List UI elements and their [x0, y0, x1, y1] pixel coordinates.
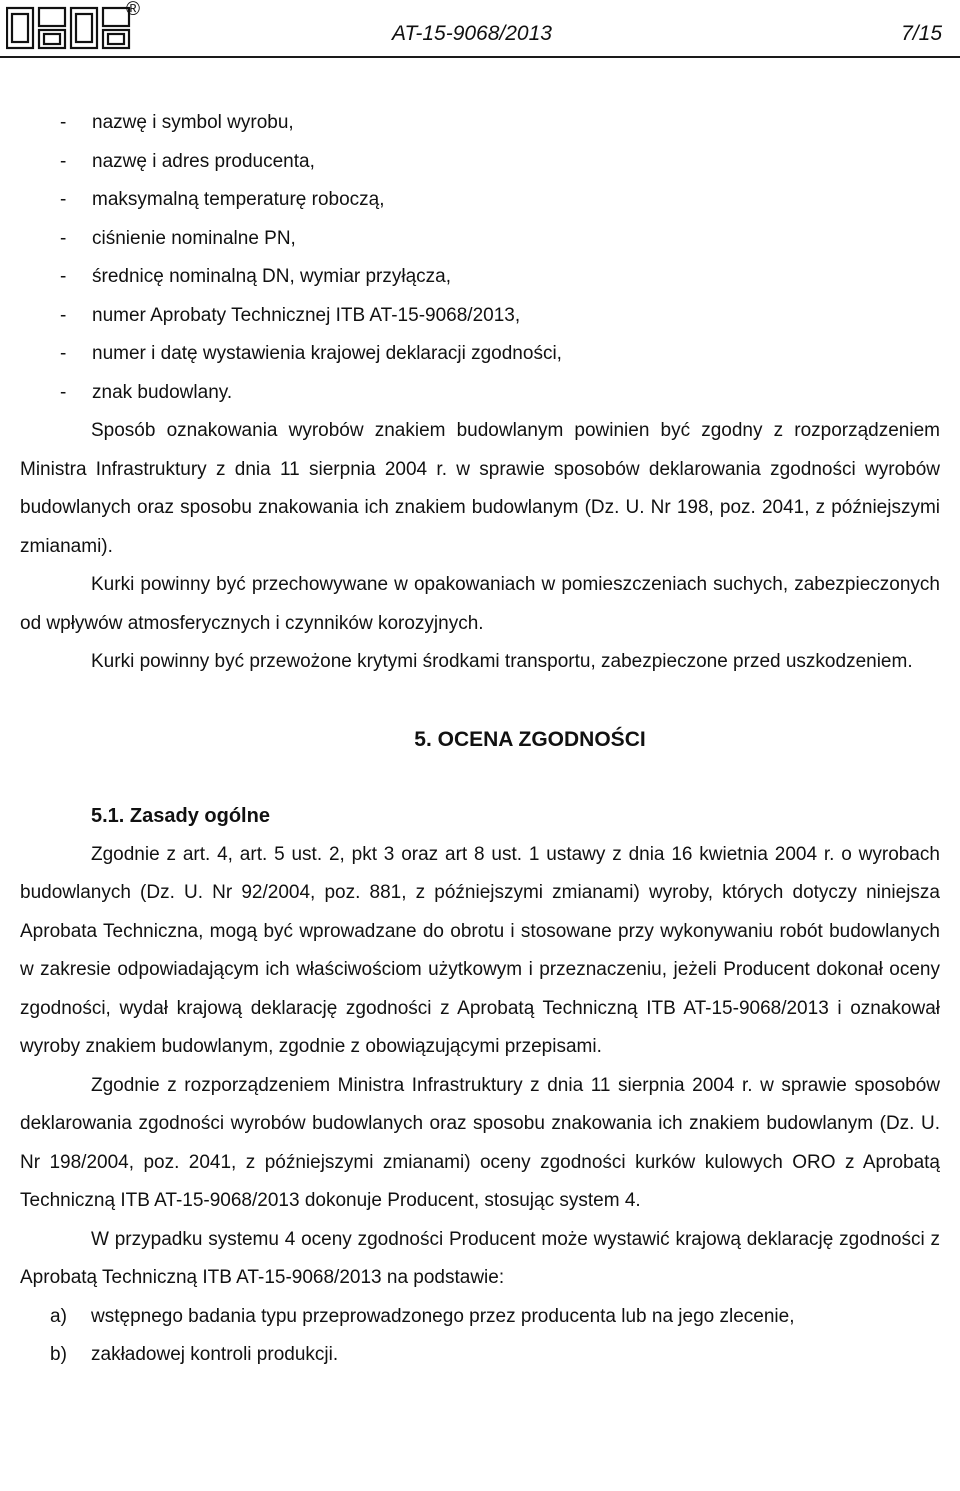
page-content — [20, 104, 940, 1375]
list-item-text: wstępnego badania typu przeprowadzonego przez producenta lub na jego zlecenie, — [91, 1305, 795, 1327]
itb-logo-icon — [6, 6, 134, 50]
list-item-text: zakładowej kontroli produkcji. — [91, 1344, 339, 1365]
general-rules-paragraph: Zgodnie z art. 4, art. 5 ust. 2, pkt 3 oraz art 8 ust. 1 ustawy z dnia 16 kwietnia 2004 r. o wyrobach budowlanych (Dz. U. Nr 92/2004, poz. 881, z późniejszymi zmianami) wyroby, których dotyczy niniejsza Aprobata Techniczna, mogą być wprowadzane do obrotu i stosowane przy wykonywaniu robót budowlanych w zakresie odpowiadającym ich właściwościom użytkowym i przeznaczeniu, jeżeli Producent dokonał oceny zgodności, wydał krajową deklarację zgodności z Aprobatą Techniczną ITB AT-15-9068/2013 i oznakował wyroby znakiem budowlanym, zgodnie z obowiązującymi przepisami. — [20, 843, 940, 1057]
list-item — [20, 181, 940, 220]
list-dash: - — [60, 304, 67, 326]
list-item-text: numer i datę wystawienia krajowej deklaracji zgodności, — [92, 343, 562, 364]
list-item-text: ciśnienie nominalne PN, — [92, 227, 296, 249]
system4-paragraph: W przypadku systemu 4 oceny zgodności Producent może wystawić krajową deklarację zgodności z Aprobatą Techniczną ITB AT-15-9068/2013 na podstawie: — [20, 1228, 940, 1288]
storage-paragraph: Kurki powinny być przechowywane w opakowaniach w pomieszczeniach suchych, zabezpieczonych od wpływów atmosferycznych i czynników korozyjnych. — [20, 574, 940, 634]
list-item — [20, 297, 940, 336]
header-divider — [0, 56, 960, 58]
list-dash: - — [60, 189, 67, 210]
list-item — [20, 335, 940, 374]
list-item-text: numer Aprobaty Technicznej ITB AT-15-9068/2013, — [92, 304, 521, 326]
list-item — [20, 220, 940, 259]
list-item — [20, 374, 940, 413]
list-item-text: znak budowlany. — [92, 381, 233, 403]
transport-paragraph: Kurki powinny być przewożone krytymi środkami transportu, zabezpieczone przed uszkodzeniem. — [91, 651, 913, 672]
document-number: AT-15-9068/2013 — [392, 22, 552, 45]
list-item-text: maksymalną temperaturę roboczą, — [92, 189, 385, 210]
regulation-paragraph: Zgodnie z rozporządzeniem Ministra Infrastruktury z dnia 11 sierpnia 2004 r. w sprawie sposobów deklarowania zgodności wyrobów budowlanych oraz sposobu znakowania ich znakiem budowlanym (Dz. U. Nr 198/2004, poz. 2041, z późniejszymi zmianami) oceny zgodności kurków kulowych ORO z Aprobatą Techniczną ITB AT-15-9068/2013 dokonuje Producent, stosując system 4. — [20, 1074, 940, 1211]
page-header — [0, 0, 960, 62]
list-dash: - — [60, 266, 67, 287]
list-marker: a) — [50, 1305, 67, 1327]
list-dash: - — [60, 150, 67, 172]
list-item-text: nazwę i symbol wyrobu, — [92, 112, 294, 133]
list-dash: - — [60, 112, 67, 133]
subsection-title: 5.1. Zasady ogólne — [91, 805, 270, 827]
list-item-text: średnicę nominalną DN, wymiar przyłącza, — [92, 266, 452, 287]
list-dash: - — [60, 227, 67, 249]
registered-trademark-mark: ® — [126, 0, 140, 20]
list-item — [20, 258, 940, 297]
page-number: 7/15 — [901, 22, 942, 45]
list-item-text: nazwę i adres producenta, — [92, 150, 315, 172]
list-item — [20, 104, 940, 143]
list-marker: b) — [50, 1344, 67, 1365]
basis-list — [20, 1298, 940, 1375]
list-dash: - — [60, 381, 67, 403]
section-title: 5. OCENA ZGODNOŚCI — [414, 727, 646, 751]
marking-list — [20, 104, 940, 412]
list-item — [20, 1336, 940, 1375]
list-item — [20, 1298, 940, 1337]
marking-method-paragraph: Sposób oznakowania wyrobów znakiem budowlanym powinien być zgodny z rozporządzeniem Ministra Infrastruktury z dnia 11 sierpnia 2004 r. w sprawie sposobów deklarowania zgodności wyrobów budowlanych oraz sposobu znakowania ich znakiem budowlanym (Dz. U. Nr 198, poz. 2041, z późniejszymi zmianami). — [20, 420, 940, 557]
list-dash: - — [60, 343, 67, 364]
list-item — [20, 143, 940, 182]
